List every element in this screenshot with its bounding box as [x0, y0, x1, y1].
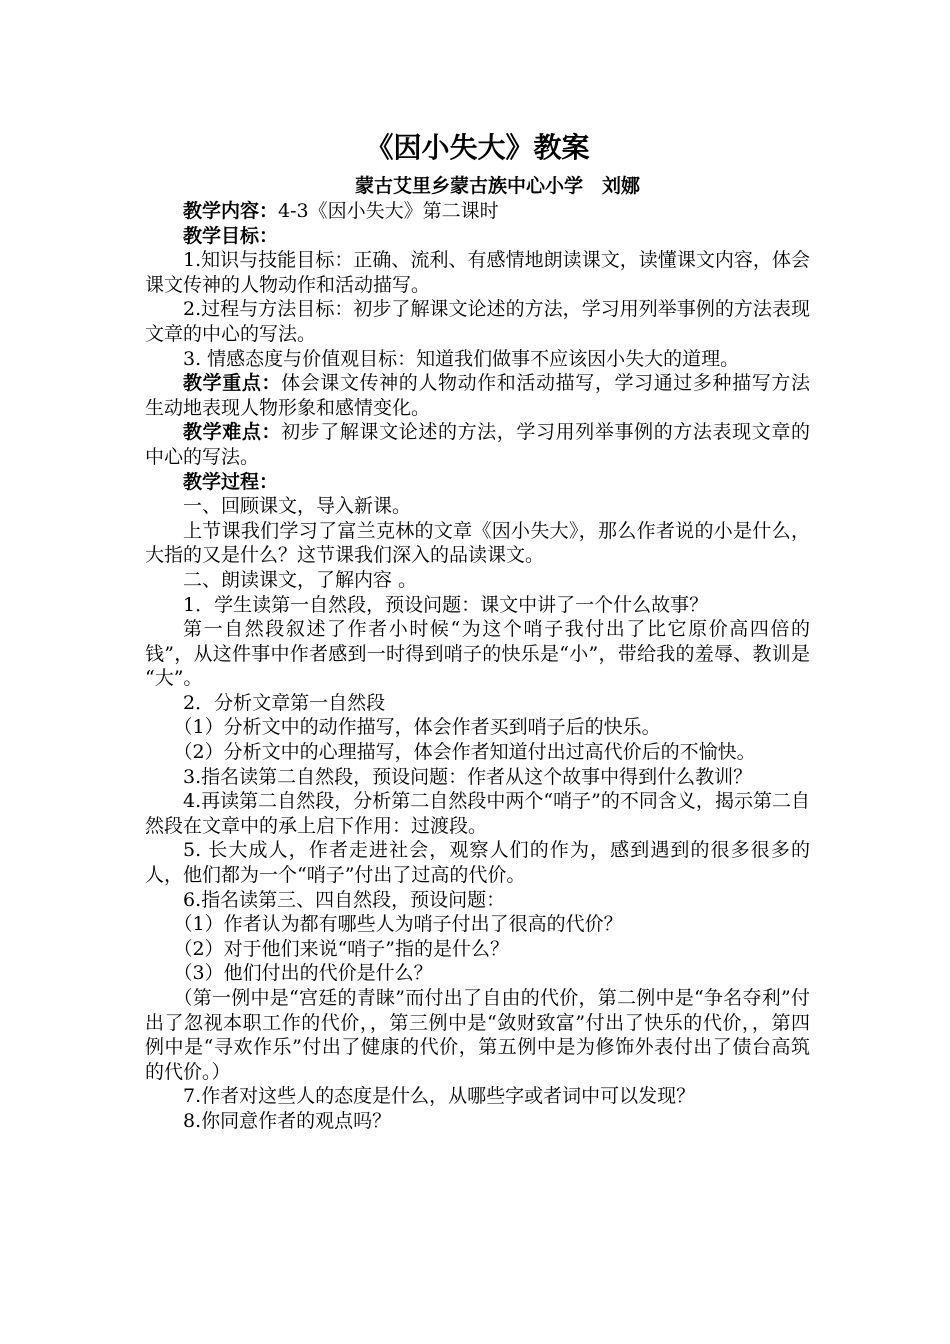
difficulty-label: 教学难点： — [183, 421, 282, 444]
process-paragraph: 上节课我们学习了富兰克林的文章《因小失大》，那么作者说的小是什么，大指的又是什么？这节课我们深入的品读课文。 — [145, 519, 810, 567]
process-paragraph: 7.作者对这些人的态度是什么，从哪些字或者词中可以发现？ — [183, 1085, 696, 1108]
goal-item: 3. 情感态度与价值观目标：知道我们做事不应该因小失大的道理。 — [183, 347, 740, 370]
process-paragraph: （1）分析文中的动作描写，体会作者买到哨子后的快乐。 — [173, 716, 661, 739]
process-paragraph: （2）对于他们来说“哨子”指的是什么？ — [173, 937, 510, 960]
process-paragraph: 2．分析文章第一自然段 — [183, 691, 386, 714]
teaching-content-label: 教学内容： — [183, 200, 279, 222]
goals-heading: 教学目标： — [183, 224, 279, 247]
teaching-content-value: 4-3《因小失大》第二课时 — [278, 200, 499, 222]
process-paragraph: 二、朗读课文，了解内容 。 — [183, 568, 418, 591]
process-paragraph: 6.指名读第三、四自然段，预设问题： — [183, 888, 506, 911]
process-heading: 教学过程： — [183, 470, 279, 493]
process-paragraph: 1．学生读第一自然段，预设问题：课文中讲了一个什么故事？ — [183, 593, 709, 616]
process-paragraph: 8.你同意作者的观点吗？ — [183, 1109, 392, 1132]
process-paragraph: （第一例中是“宫廷的青睐”而付出了自由的代价，第二例中是“争名夺利”付出了忽视本职工作的代价，，第三例中是“敛财致富”付出了快乐的代价，，第四例中是“寻欢作乐”付出了健康的代价，第五例中是为修饰外表付出了债台高筑的代价。） — [145, 987, 810, 1083]
process-paragraph: 一、回顾课文，导入新课。 — [183, 495, 412, 518]
key-point — [145, 371, 810, 420]
process-paragraph: 3.指名读第二自然段，预设问题：作者从这个故事中得到什么教训？ — [183, 765, 753, 788]
process-paragraph: 第一自然段叙述了作者小时候“为这个哨子我付出了比它原价高四倍的钱”，从这件事中作者感到一时得到哨子的快乐是“小”，带给我的羞辱、教训是 “大”。 — [145, 618, 810, 690]
process-paragraph: （2）分析文中的心理描写，体会作者知道付出过高代价后的不愉快。 — [173, 741, 756, 764]
process-paragraph: 4.再读第二自然段，分析第二自然段中两个“哨子”的不同含义，揭示第二自然段在文章中的承上启下作用：过渡段。 — [145, 790, 810, 837]
difficulty-value: 初步了解课文论述的方法，学习用列举事例的方法表现文章的中心的写法。 — [145, 421, 810, 468]
process-paragraph: 5. 长大成人，作者走进社会，观察人们的作为，感到遇到的很多很多的人，他们都为一个“哨子”付出了过高的代价。 — [145, 839, 810, 887]
author-line: 蒙古艾里乡蒙古族中心小学 刘娜 — [354, 175, 640, 197]
key-point-value: 体会课文传神的人物动作和活动描写，学习通过多种描写方法生动地表现人物形象和感情变化。 — [145, 372, 810, 419]
document-page — [145, 128, 810, 1134]
process-paragraph: （3）他们付出的代价是什么？ — [173, 962, 433, 985]
document-title: 《因小失大》教案 — [365, 131, 590, 164]
goal-item: 2.过程与方法目标：初步了解课文论述的方法，学习用列举事例的方法表现文章的中心的写法。 — [145, 298, 810, 345]
goal-item: 1.知识与技能目标：正确、流利、有感情地朗读课文，读懂课文内容，体会课文传神的人物动作和活动描写。 — [145, 249, 810, 296]
key-point-label: 教学重点： — [183, 372, 282, 395]
process-paragraph: （1）作者认为都有哪些人为哨子付出了很高的代价？ — [173, 913, 623, 936]
teaching-content — [145, 199, 810, 224]
difficulty — [145, 420, 810, 469]
